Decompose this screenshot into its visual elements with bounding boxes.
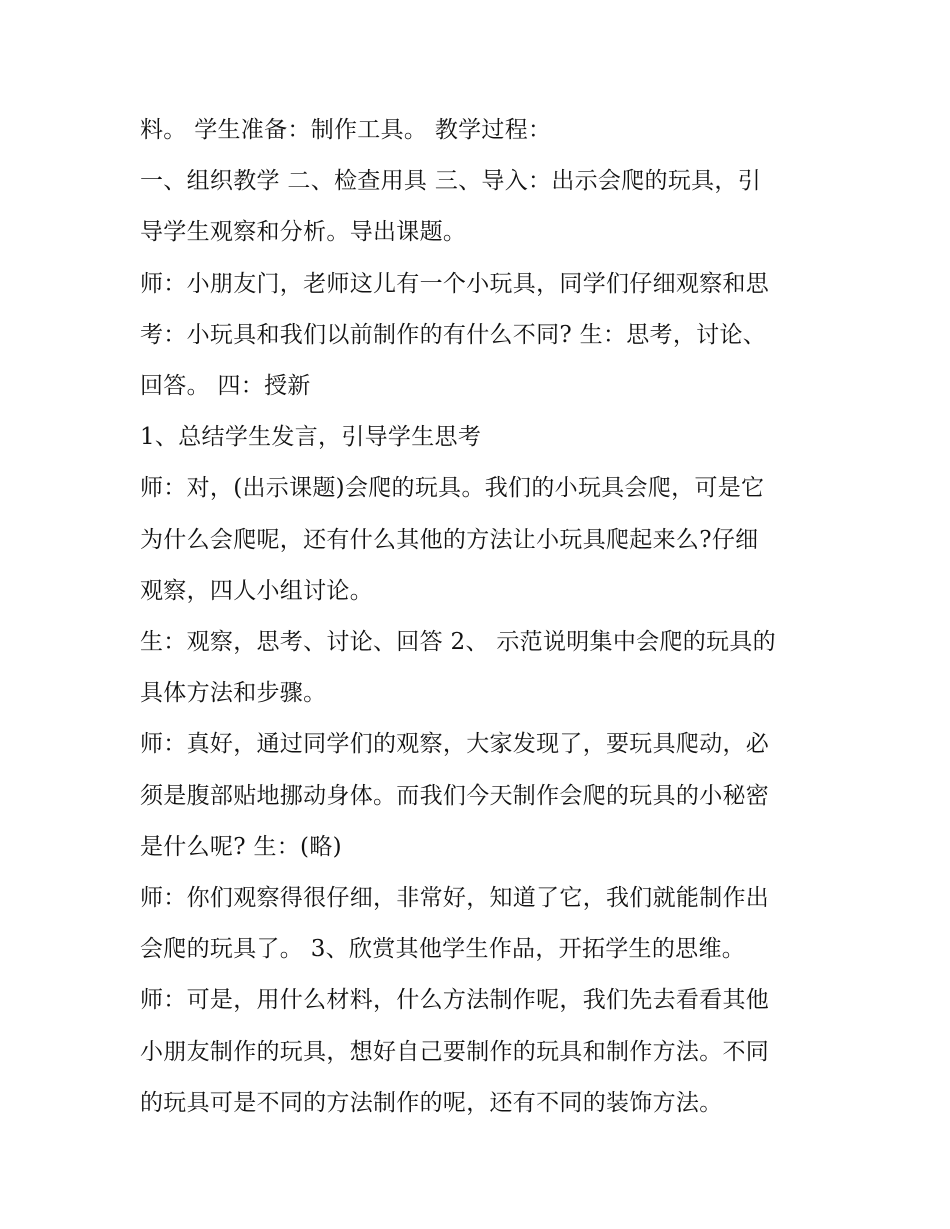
text-line: 考：小玩具和我们以前制作的有什么不同? 生：思考，讨论、 (140, 321, 767, 348)
text-line: 师：你们观察得很仔细，非常好，知道了它，我们就能制作出 (140, 885, 770, 912)
text-line: 一、组织教学 二、检查用具 三、导入：出示会爬的玩具，引 (140, 168, 762, 195)
text-line: 具体方法和步骤。 (140, 680, 327, 707)
text-line: 会爬的玩具了。 3、欣赏其他学生作品，开拓学生的思维。 (140, 936, 746, 963)
text-line: 导学生观察和分析。导出课题。 (140, 219, 467, 246)
text-line: 回答。 四：授新 (140, 373, 311, 400)
text-line: 是什么呢? 生：(略) (140, 833, 342, 860)
text-line: 师：真好，通过同学们的观察，大家发现了，要玩具爬动，必 (140, 731, 770, 758)
text-line: 的玩具可是不同的方法制作的呢，还有不同的装饰方法。 (140, 1089, 723, 1116)
text-line: 小朋友制作的玩具，想好自己要制作的玩具和制作方法。不同 (140, 1038, 770, 1065)
text-line: 料。 学生准备：制作工具。 教学过程： (140, 117, 552, 143)
text-line: 1、总结学生发言，引导学生思考 (140, 424, 482, 451)
text-line: 生：观察，思考、讨论、回答 2、 示范说明集中会爬的玩具的 (140, 629, 776, 656)
text-line: 为什么会爬呢，还有什么其他的方法让小玩具爬起来么?仔细 (140, 526, 759, 553)
text-line: 师：可是，用什么材料，什么方法制作呢，我们先去看看其他 (140, 987, 770, 1014)
text-line: 须是腹部贴地挪动身体。而我们今天制作会爬的玩具的小秘密 (140, 782, 770, 809)
text-line: 师：小朋友门，老师这儿有一个小玩具，同学们仔细观察和思 (140, 270, 770, 297)
text-line: 师：对，(出示课题)会爬的玩具。我们的小玩具会爬，可是它 (140, 475, 765, 502)
document-body (140, 105, 820, 1129)
text-line: 观察，四人小组讨论。 (140, 577, 373, 604)
